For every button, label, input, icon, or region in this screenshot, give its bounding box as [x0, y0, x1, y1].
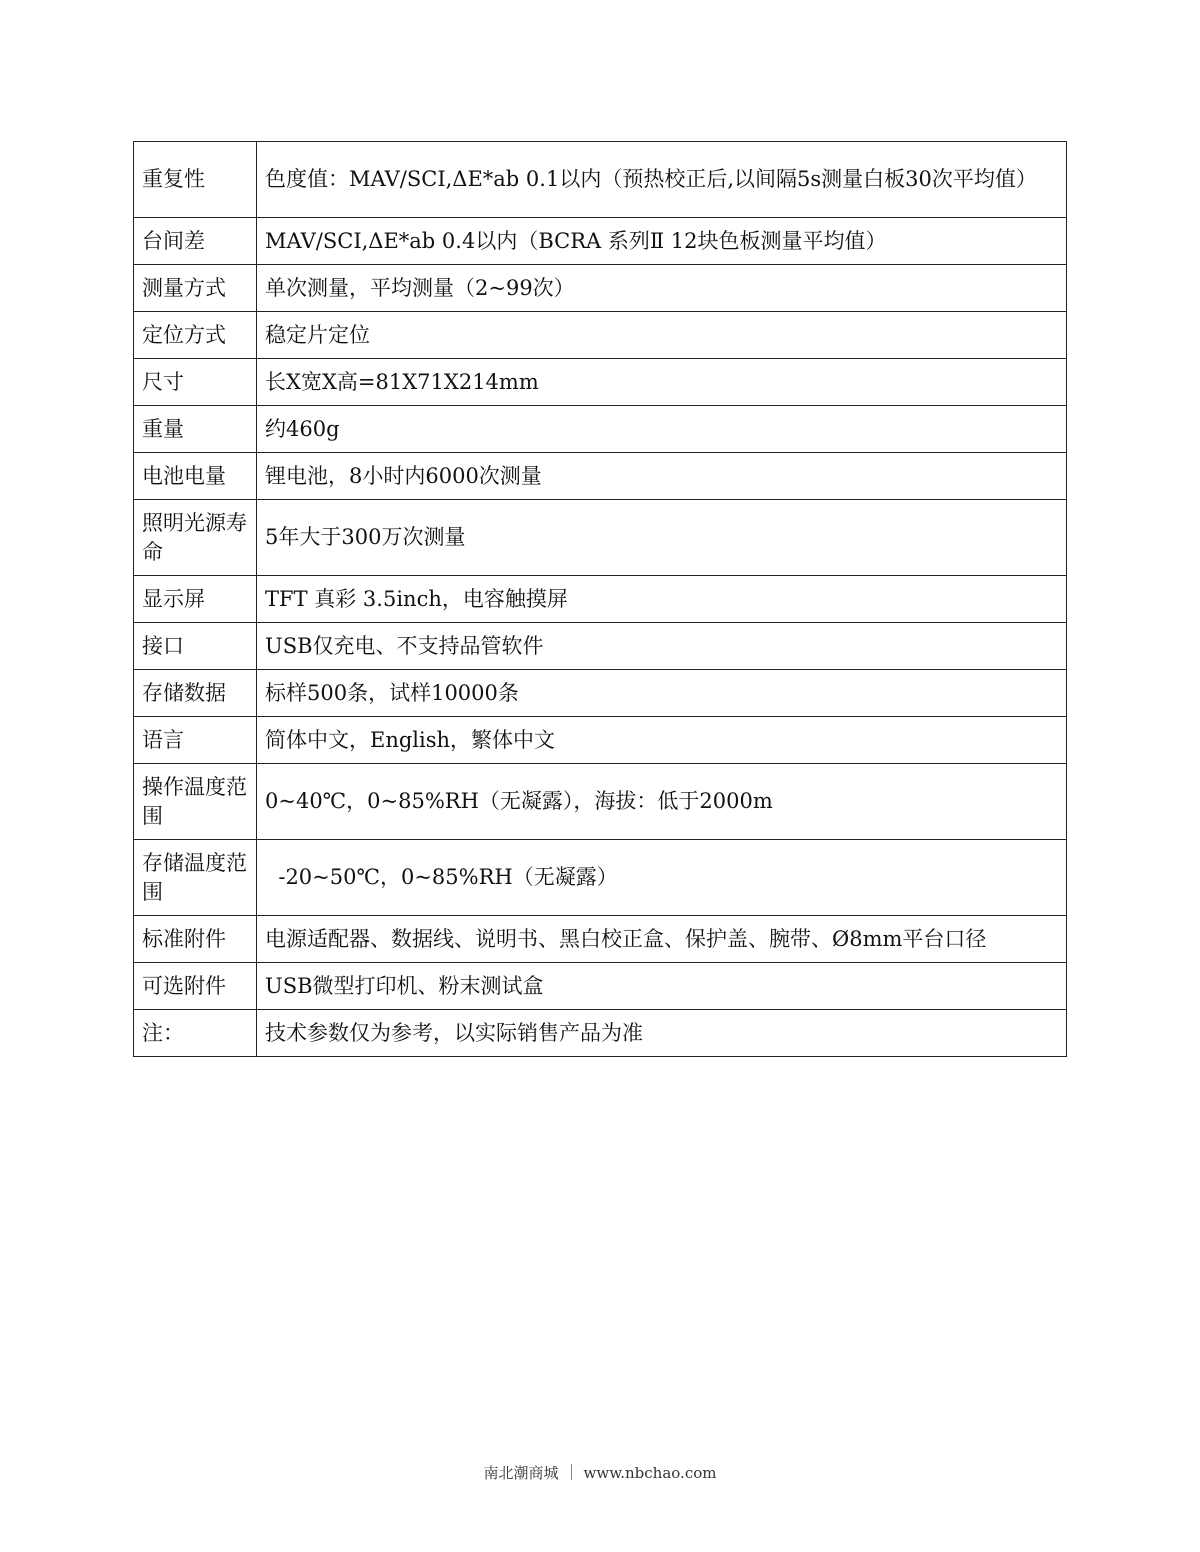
footer-divider: [571, 1464, 572, 1480]
table-row: [134, 840, 1067, 916]
spec-value: 稳定片定位: [257, 312, 1067, 359]
spec-value: 电源适配器、数据线、说明书、黑白校正盒、保护盖、腕带、Ø8mm平台口径: [257, 916, 1067, 963]
spec-value: USB微型打印机、粉末测试盒: [257, 963, 1067, 1010]
spec-label: 测量方式: [134, 265, 257, 312]
spec-label: 尺寸: [134, 359, 257, 406]
spec-label: 操作温度范围: [134, 764, 257, 840]
spec-label: 注：: [134, 1010, 257, 1057]
spec-value: 色度值：MAV/SCI,ΔE*ab 0.1以内（预热校正后,以间隔5s测量白板30次平均值）: [257, 142, 1067, 218]
spec-table: [133, 141, 1067, 1057]
table-row: [134, 670, 1067, 717]
spec-label: 电池电量: [134, 453, 257, 500]
spec-value: 简体中文，English，繁体中文: [257, 717, 1067, 764]
table-row: [134, 359, 1067, 406]
table-row: [134, 312, 1067, 359]
spec-value: 技术参数仅为参考，以实际销售产品为准: [257, 1010, 1067, 1057]
spec-value: 标样500条，试样10000条: [257, 670, 1067, 717]
spec-value: 5年大于300万次测量: [257, 500, 1067, 576]
spec-value: 长X宽X高=81X71X214mm: [257, 359, 1067, 406]
spec-value: -20~50℃，0~85%RH（无凝露）: [257, 840, 1067, 916]
spec-label: 照明光源寿命: [134, 500, 257, 576]
footer-site-name: 南北潮商城: [483, 1464, 559, 1482]
table-row: [134, 218, 1067, 265]
table-row: [134, 764, 1067, 840]
spec-label: 存储数据: [134, 670, 257, 717]
spec-label: 台间差: [134, 218, 257, 265]
table-row: [134, 1010, 1067, 1057]
spec-label: 语言: [134, 717, 257, 764]
table-row: [134, 916, 1067, 963]
spec-label: 标准附件: [134, 916, 257, 963]
spec-label: 可选附件: [134, 963, 257, 1010]
page-footer: [0, 1462, 1200, 1483]
table-row: [134, 265, 1067, 312]
spec-value: 0~40℃，0~85%RH（无凝露），海拔：低于2000m: [257, 764, 1067, 840]
table-row: [134, 500, 1067, 576]
spec-value: TFT 真彩 3.5inch，电容触摸屏: [257, 576, 1067, 623]
spec-label: 存储温度范围: [134, 840, 257, 916]
table-row: [134, 963, 1067, 1010]
table-row: [134, 453, 1067, 500]
spec-value: 约460g: [257, 406, 1067, 453]
spec-value: 锂电池，8小时内6000次测量: [257, 453, 1067, 500]
spec-value: MAV/SCI,ΔE*ab 0.4以内（BCRA 系列Ⅱ 12块色板测量平均值）: [257, 218, 1067, 265]
spec-label: 接口: [134, 623, 257, 670]
table-row: [134, 576, 1067, 623]
spec-label: 重量: [134, 406, 257, 453]
spec-label: 定位方式: [134, 312, 257, 359]
table-row: [134, 142, 1067, 218]
table-row: [134, 717, 1067, 764]
footer-site-url: www.nbchao.com: [583, 1464, 717, 1482]
spec-value: 单次测量，平均测量（2~99次）: [257, 265, 1067, 312]
table-row: [134, 406, 1067, 453]
spec-value: USB仅充电、不支持品管软件: [257, 623, 1067, 670]
spec-label: 显示屏: [134, 576, 257, 623]
spec-label: 重复性: [134, 142, 257, 218]
table-row: [134, 623, 1067, 670]
